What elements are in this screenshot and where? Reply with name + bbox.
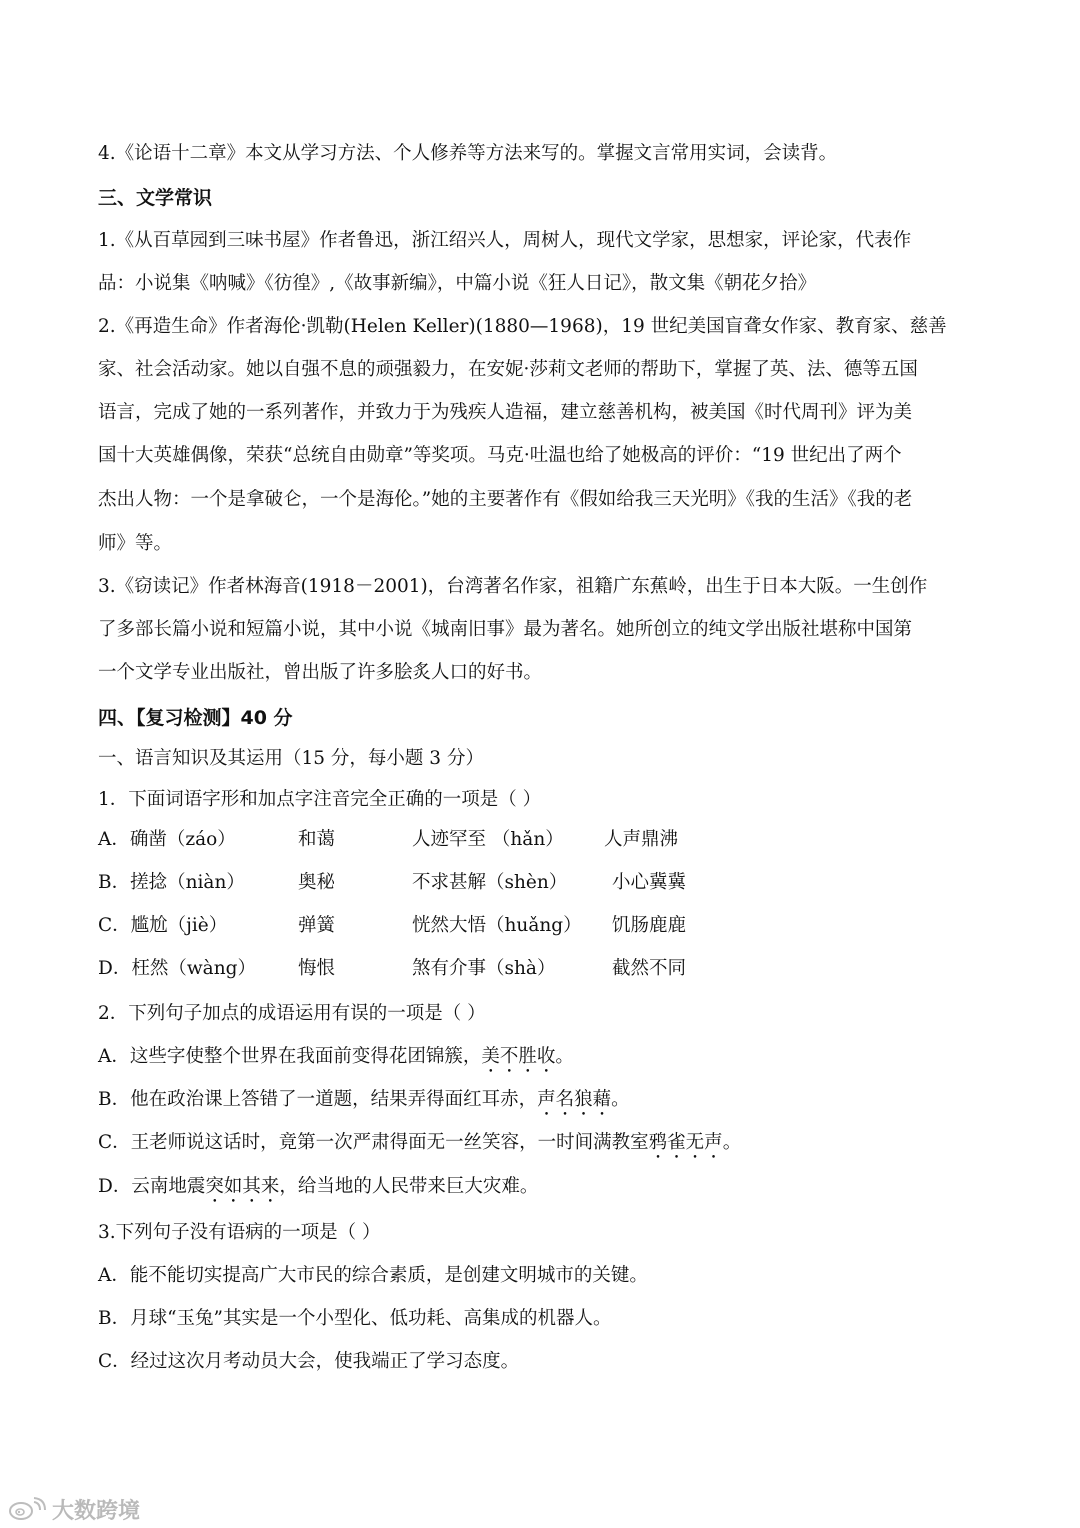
question-2-option-c [98, 1130, 741, 1163]
literature-item-3-line-3: 一个文学专业出版社，曾出版了许多脍炙人口的好书。 [98, 662, 543, 683]
literature-item-2-line-5: 杰出人物：一个是拿破仑，一个是海伦。”她的主要著作有《假如给我三天光明》《我的生活》《我的老 [98, 489, 913, 510]
literature-item-3-line-1: 3.《窃读记》作者林海音(1918－2001)，台湾著名作家，祖籍广东蕉岭，出生于日本大阪。一生创作 [98, 576, 928, 597]
question-1-option-a [98, 827, 798, 853]
option-b-word-3: 不求甚解（shèn） [412, 872, 568, 893]
question-1-option-b [98, 870, 798, 896]
section-4-title: 四、【复习检测】40 分 [98, 707, 293, 729]
question-3-option-c: C．经过这次月考动员大会，使我端正了学习态度。 [98, 1351, 520, 1372]
option-d-word-1: D．枉然（wàng） [98, 958, 256, 979]
literature-item-2-line-2: 家、社会活动家。她以自强不息的顽强毅力，在安妮·莎莉文老师的帮助下，掌握了英、法、德等五国 [98, 359, 918, 380]
option-b-word-1: B．搓捻（niàn） [98, 872, 245, 893]
dotted-idiom: 突如其来 [205, 1176, 280, 1197]
intro-item-4: 4.《论语十二章》本文从学习方法、个人修养等方法来写的。掌握文言常用实词，会读背。 [98, 143, 838, 164]
option-text: C．王老师说这话时，竟第一次严肃得面无一丝笑容，一时间满教室 [98, 1132, 649, 1153]
watermark-text: 大数跨境 [52, 1498, 141, 1524]
option-text: D．云南地震 [98, 1176, 206, 1197]
literature-item-2-line-6: 师》等。 [98, 533, 173, 554]
option-a-word-1: A．确凿（záo） [98, 829, 236, 850]
option-d-word-4: 截然不同 [612, 958, 687, 979]
option-c-word-4: 饥肠鹿鹿 [612, 915, 687, 936]
literature-item-1-line-1: 1.《从百草园到三味书屋》作者鲁迅，浙江绍兴人，周树人，现代文学家，思想家，评论家，代表作 [98, 230, 912, 251]
dotted-idiom: 鸦雀无声 [648, 1132, 723, 1153]
part-1-heading: 一、语言知识及其运用（15 分，每小题 3 分） [98, 748, 484, 769]
question-2-option-a [98, 1044, 574, 1077]
question-1-option-c [98, 913, 798, 939]
option-text-end: ，给当地的人民带来巨大灾难。 [279, 1176, 539, 1197]
question-2-option-b [98, 1087, 630, 1120]
section-3-title: 三、文学常识 [98, 187, 213, 209]
question-2-option-d [98, 1174, 538, 1207]
option-text-end: 。 [555, 1046, 574, 1067]
option-text: B．他在政治课上答错了一道题，结果弄得面红耳赤， [98, 1089, 538, 1110]
option-text-end: 。 [611, 1089, 630, 1110]
literature-item-2-line-4: 国十大英雄偶像，荣获“总统自由勋章”等奖项。马克·吐温也给了她极高的评价：“19 世纪出了两个 [98, 445, 902, 466]
option-d-word-2: 悔恨 [298, 958, 336, 979]
question-1-option-d [98, 956, 798, 982]
question-3-option-a: A．能不能切实提高广大市民的综合素质，是创建文明城市的关键。 [98, 1265, 648, 1286]
dotted-idiom: 声名狼藉 [537, 1089, 612, 1110]
option-b-word-2: 奥秘 [298, 872, 336, 893]
option-a-word-2: 和蔼 [298, 829, 336, 850]
literature-item-2-line-1: 2.《再造生命》作者海伦·凯勒(Helen Keller)(1880—1968)，19 世纪美国盲聋女作家、教育家、慈善 [98, 316, 947, 337]
question-3-option-b: B．月球“玉兔”其实是一个小型化、低功耗、高集成的机器人。 [98, 1308, 612, 1329]
question-1-stem: 1．下面词语字形和加点字注音完全正确的一项是（ ） [98, 789, 542, 810]
option-c-word-3: 恍然大悟（huǎng） [412, 915, 582, 936]
option-text-end: 。 [722, 1132, 742, 1153]
option-d-word-3: 煞有介事（shà） [412, 958, 556, 979]
dotted-idiom: 美不胜收 [481, 1046, 556, 1067]
option-b-word-4: 小心冀冀 [612, 872, 687, 893]
option-a-word-3: 人迹罕至 （hǎn） [412, 829, 564, 850]
question-3-stem: 3.下列句子没有语病的一项是（ ） [98, 1222, 381, 1243]
literature-item-2-line-3: 语言，完成了她的一系列著作，并致力于为残疾人造福，建立慈善机构，被美国《时代周刊》评为美 [98, 402, 913, 423]
option-text: A．这些字使整个世界在我面前变得花团锦簇， [98, 1046, 482, 1067]
question-2-stem: 2．下列句子加点的成语运用有误的一项是（ ） [98, 1003, 486, 1024]
option-c-word-1: C．尴尬（jiè） [98, 915, 228, 936]
literature-item-1-line-2: 品：小说集《呐喊》《彷徨》,《故事新编》，中篇小说《狂人日记》，散文集《朝花夕拾》 [98, 273, 817, 294]
literature-item-3-line-2: 了多部长篇小说和短篇小说，其中小说《城南旧事》最为著名。她所创立的纯文学出版社堪称中国第 [98, 619, 913, 640]
option-c-word-2: 弹簧 [298, 915, 336, 936]
watermark [8, 1494, 140, 1524]
option-a-word-4: 人声鼎沸 [604, 829, 679, 850]
weibo-logo-icon [8, 1496, 48, 1522]
